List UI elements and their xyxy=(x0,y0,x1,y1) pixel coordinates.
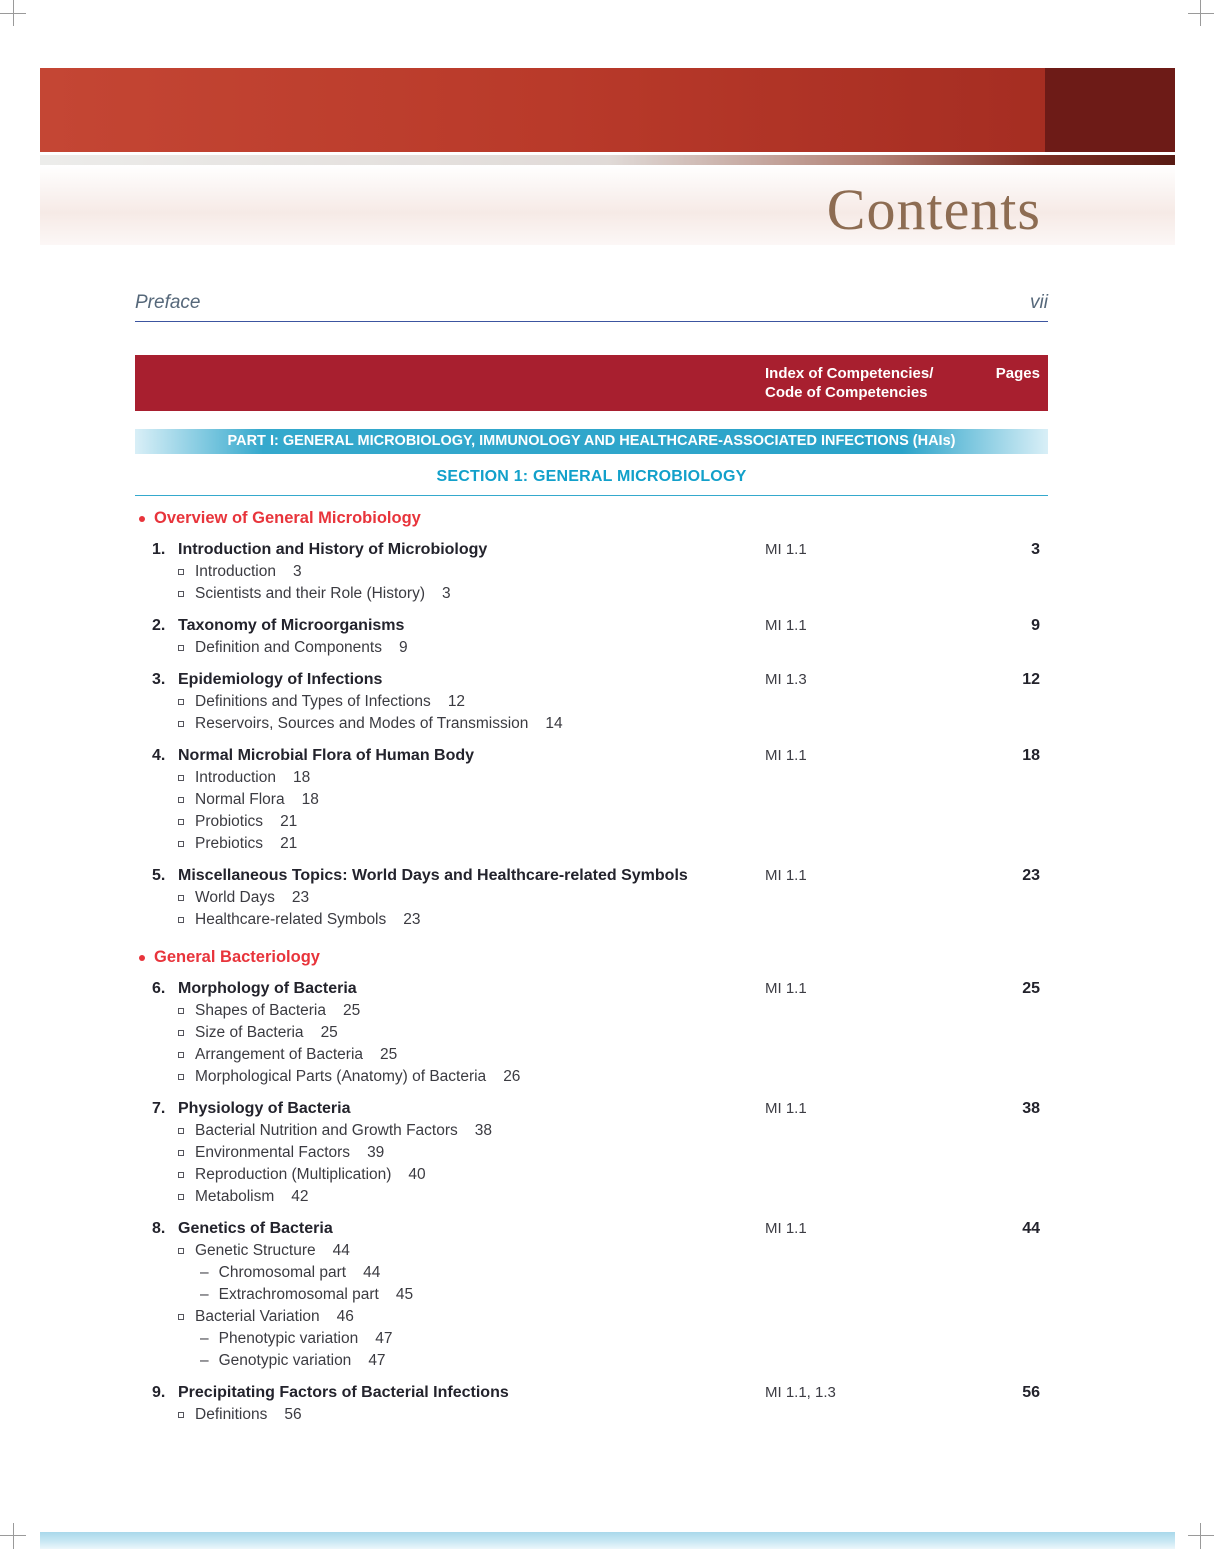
chapter-row xyxy=(135,1097,1048,1120)
competency-code: MI 1.1 xyxy=(765,541,807,558)
chapter-page-number: 18 xyxy=(1022,747,1040,764)
chapter-title-cell xyxy=(152,668,765,691)
square-bullet-icon xyxy=(178,841,184,847)
subitem-page-number: 3 xyxy=(293,563,302,580)
crop-mark xyxy=(1188,1535,1214,1536)
crop-mark xyxy=(1200,1523,1201,1549)
competency-code: MI 1.1 xyxy=(765,980,807,997)
chapter-number: 6. xyxy=(152,980,166,997)
subitem-label: Reproduction (Multiplication) xyxy=(195,1166,392,1183)
subitem-label: Shapes of Bacteria xyxy=(195,1002,326,1019)
competency-code: MI 1.1, 1.3 xyxy=(765,1384,836,1401)
chapter-number: 2. xyxy=(152,617,166,634)
subitem-page-number: 39 xyxy=(367,1144,385,1161)
subitem-page-number: 56 xyxy=(284,1406,302,1423)
square-bullet-icon xyxy=(178,1052,184,1058)
subitem-page-number: 9 xyxy=(398,639,408,656)
subitem-page-number: 12 xyxy=(447,693,466,710)
chapter-row xyxy=(135,668,1048,691)
crop-mark xyxy=(1188,13,1214,14)
chapter-row xyxy=(135,1381,1048,1404)
subitem-page-number: 46 xyxy=(336,1308,354,1325)
subitem-label: Size of Bacteria xyxy=(195,1024,304,1041)
crop-mark xyxy=(0,13,26,14)
bullet-icon xyxy=(139,516,145,522)
toc-subitem xyxy=(135,1404,1048,1426)
chapter-title-cell xyxy=(152,1097,765,1120)
square-bullet-icon xyxy=(178,569,184,575)
chapter-title-cell xyxy=(152,977,765,1000)
competency-header-bar xyxy=(135,355,1048,411)
chapter-title: Genetics of Bacteria xyxy=(178,1220,333,1237)
subitem-page-number: 3 xyxy=(442,585,451,602)
square-bullet-icon xyxy=(178,1248,184,1254)
square-bullet-icon xyxy=(178,775,184,781)
subitem-label: Chromosomal part xyxy=(218,1264,347,1281)
subitem-page-number: 26 xyxy=(503,1068,521,1085)
chapter-title-cell xyxy=(152,864,765,887)
dash-icon: – xyxy=(200,1264,209,1281)
square-bullet-icon xyxy=(178,895,184,901)
toc-group xyxy=(135,947,1048,1426)
chapter-title-cell xyxy=(152,1381,765,1404)
subitem-page-number: 21 xyxy=(280,835,298,852)
subitem-page-number: 25 xyxy=(342,1002,361,1019)
square-bullet-icon xyxy=(178,645,184,651)
subitem-label: Genotypic variation xyxy=(218,1352,352,1369)
subitem-page-number: 23 xyxy=(403,911,421,928)
competency-code: MI 1.1 xyxy=(765,1220,807,1237)
subitem-page-number: 45 xyxy=(395,1286,414,1303)
chapter-title-cell xyxy=(152,538,765,561)
subitem-label: Introduction xyxy=(195,769,276,786)
toc-subitem xyxy=(135,1066,1048,1088)
subitem-label: Metabolism xyxy=(195,1188,275,1205)
chapter-title: Miscellaneous Topics: World Days and Healthcare-related Symbols xyxy=(178,867,688,884)
subitem-label: Morphological Parts (Anatomy) of Bacteria xyxy=(195,1068,487,1085)
subitem-label: World Days xyxy=(195,889,275,906)
dash-icon: – xyxy=(200,1286,209,1303)
footer-strip xyxy=(40,1532,1175,1549)
subitem-label: Healthcare-related Symbols xyxy=(195,911,387,928)
preface-row xyxy=(135,292,1048,322)
square-bullet-icon xyxy=(178,917,184,923)
chapter-page-number: 23 xyxy=(1022,867,1040,884)
banner-gradient-strip xyxy=(40,155,1175,165)
square-bullet-icon xyxy=(178,1128,184,1134)
subitem-label: Bacterial Variation xyxy=(195,1308,320,1325)
chapter-number: 4. xyxy=(152,747,166,764)
competency-header-line1: Index of Competencies/ xyxy=(765,365,934,382)
group-heading xyxy=(139,508,1048,529)
subitem-label: Prebiotics xyxy=(195,835,264,852)
square-bullet-icon xyxy=(178,1150,184,1156)
bullet-icon xyxy=(139,955,145,961)
header-banner xyxy=(40,68,1175,152)
pages-header-label: Pages xyxy=(995,365,1040,382)
title-band xyxy=(40,165,1175,245)
subitem-page-number: 14 xyxy=(545,715,563,732)
chapter-number: 7. xyxy=(152,1100,166,1117)
subitem-label: Normal Flora xyxy=(195,791,285,808)
subitem-label: Reservoirs, Sources and Modes of Transmission xyxy=(195,715,529,732)
square-bullet-icon xyxy=(178,1314,184,1320)
toc-subitem xyxy=(135,833,1048,855)
square-bullet-icon xyxy=(178,797,184,803)
subitem-page-number: 18 xyxy=(293,769,311,786)
subitem-page-number: 44 xyxy=(363,1264,381,1281)
preface-page-number: vii xyxy=(1030,292,1048,313)
chapter-title: Normal Microbial Flora of Human Body xyxy=(178,747,475,764)
subitem-label: Scientists and their Role (History) xyxy=(195,585,425,602)
subitem-page-number: 47 xyxy=(375,1330,393,1347)
chapter-page-number: 9 xyxy=(1031,617,1040,634)
chapter-page-number: 25 xyxy=(1022,980,1040,997)
toc-subitem xyxy=(135,1328,1048,1350)
chapter-row xyxy=(135,614,1048,637)
subitem-page-number: 25 xyxy=(320,1024,338,1041)
toc-subitem xyxy=(135,1000,1048,1022)
toc-subitem xyxy=(135,789,1048,811)
toc-subitem xyxy=(135,1186,1048,1208)
toc-subitem xyxy=(135,637,1048,659)
subitem-label: Definitions xyxy=(195,1406,268,1423)
square-bullet-icon xyxy=(178,1172,184,1178)
subitem-label: Arrangement of Bacteria xyxy=(195,1046,364,1063)
square-bullet-icon xyxy=(178,1030,184,1036)
group-heading-label: General Bacteriology xyxy=(154,948,320,966)
toc-subitem xyxy=(135,691,1048,713)
subitem-page-number: 47 xyxy=(368,1352,386,1369)
toc-chapter xyxy=(135,744,1048,855)
subitem-label: Environmental Factors xyxy=(195,1144,351,1161)
toc-chapter xyxy=(135,668,1048,735)
competency-code: MI 1.1 xyxy=(765,617,807,634)
group-heading-label: Overview of General Microbiology xyxy=(154,509,421,527)
chapter-title-cell xyxy=(152,744,765,767)
chapter-title: Epidemiology of Infections xyxy=(178,671,383,688)
subitem-label: Definitions and Types of Infections xyxy=(195,693,431,710)
toc-chapter xyxy=(135,1381,1048,1426)
toc-chapter xyxy=(135,538,1048,605)
chapter-title: Physiology of Bacteria xyxy=(178,1100,351,1117)
toc-subitem xyxy=(135,561,1048,583)
chapter-title: Precipitating Factors of Bacterial Infections xyxy=(178,1384,509,1401)
toc-subitem xyxy=(135,1240,1048,1262)
subitem-label: Phenotypic variation xyxy=(218,1330,359,1347)
chapter-number: 5. xyxy=(152,867,166,884)
square-bullet-icon xyxy=(178,699,184,705)
chapter-page-number: 12 xyxy=(1022,671,1040,688)
chapter-row xyxy=(135,864,1048,887)
toc-subitem xyxy=(135,1022,1048,1044)
chapter-row xyxy=(135,744,1048,767)
subitem-page-number: 38 xyxy=(474,1122,492,1139)
crop-mark xyxy=(13,1523,14,1549)
crop-mark xyxy=(0,1535,26,1536)
subitem-label: Bacterial Nutrition and Growth Factors xyxy=(195,1122,458,1139)
banner-end-block xyxy=(1045,68,1175,152)
chapter-page-number: 44 xyxy=(1022,1220,1040,1237)
part-heading-bar: PART I: GENERAL MICROBIOLOGY, IMMUNOLOGY AND HEALTHCARE-ASSOCIATED INFECTIONS (HAIs) xyxy=(135,429,1048,454)
toc-subitem xyxy=(135,1164,1048,1186)
subitem-page-number: 18 xyxy=(301,791,319,808)
subitem-page-number: 25 xyxy=(380,1046,398,1063)
toc-subitem xyxy=(135,767,1048,789)
subitem-page-number: 23 xyxy=(291,889,310,906)
toc-subitem xyxy=(135,1142,1048,1164)
section-heading: SECTION 1: GENERAL MICROBIOLOGY xyxy=(135,468,1048,496)
chapter-number: 3. xyxy=(152,671,166,688)
competency-code: MI 1.1 xyxy=(765,867,807,884)
square-bullet-icon xyxy=(178,1412,184,1418)
chapter-title-cell xyxy=(152,1217,765,1240)
toc-list xyxy=(135,508,1048,1426)
competency-code: MI 1.1 xyxy=(765,1100,807,1117)
subitem-label: Genetic Structure xyxy=(195,1242,316,1259)
subitem-page-number: 44 xyxy=(332,1242,350,1259)
chapter-title: Introduction and History of Microbiology xyxy=(178,541,488,558)
competency-header-text xyxy=(765,364,950,402)
square-bullet-icon xyxy=(178,1194,184,1200)
toc-subitem xyxy=(135,1350,1048,1372)
group-heading xyxy=(139,947,1048,968)
chapter-title-cell xyxy=(152,614,765,637)
subitem-page-number: 21 xyxy=(280,813,298,830)
competency-code: MI 1.1 xyxy=(765,747,807,764)
toc-chapter xyxy=(135,614,1048,659)
toc-subitem xyxy=(135,1044,1048,1066)
chapter-page-number: 38 xyxy=(1022,1100,1040,1117)
square-bullet-icon xyxy=(178,1008,184,1014)
dash-icon: – xyxy=(200,1352,209,1369)
subitem-page-number: 42 xyxy=(291,1188,309,1205)
chapter-title: Taxonomy of Microorganisms xyxy=(178,617,405,634)
subitem-label: Definition and Components xyxy=(195,639,382,656)
subitem-label: Extrachromosomal part xyxy=(218,1286,379,1303)
toc-subitem xyxy=(135,1120,1048,1142)
toc-chapter xyxy=(135,864,1048,931)
chapter-row xyxy=(135,1217,1048,1240)
toc-chapter xyxy=(135,977,1048,1088)
chapter-page-number: 56 xyxy=(1022,1384,1040,1401)
chapter-page-number: 3 xyxy=(1031,541,1040,558)
competency-code: MI 1.3 xyxy=(765,671,807,688)
chapter-row xyxy=(135,977,1048,1000)
page-title: Contents xyxy=(826,177,1041,242)
toc-subitem xyxy=(135,1262,1048,1284)
square-bullet-icon xyxy=(178,1074,184,1080)
square-bullet-icon xyxy=(178,721,184,727)
subitem-page-number: 40 xyxy=(408,1166,426,1183)
toc-subitem xyxy=(135,811,1048,833)
toc-subitem xyxy=(135,713,1048,735)
dash-icon: – xyxy=(200,1330,209,1347)
content-column xyxy=(135,292,1048,1426)
chapter-title: Morphology of Bacteria xyxy=(178,980,357,997)
subitem-label: Probiotics xyxy=(195,813,264,830)
competency-header-line2: Code of Competencies xyxy=(765,384,928,401)
square-bullet-icon xyxy=(178,591,184,597)
toc-chapter xyxy=(135,1097,1048,1208)
toc-group xyxy=(135,508,1048,931)
chapter-row xyxy=(135,538,1048,561)
toc-subitem xyxy=(135,583,1048,605)
chapter-number: 8. xyxy=(152,1220,166,1237)
chapter-number: 9. xyxy=(152,1384,166,1401)
toc-subitem xyxy=(135,909,1048,931)
subitem-label: Introduction xyxy=(195,563,276,580)
toc-subitem xyxy=(135,1306,1048,1328)
preface-label: Preface xyxy=(135,292,201,313)
toc-subitem xyxy=(135,1284,1048,1306)
toc-subitem xyxy=(135,887,1048,909)
square-bullet-icon xyxy=(178,819,184,825)
chapter-number: 1. xyxy=(152,541,166,558)
toc-chapter xyxy=(135,1217,1048,1372)
